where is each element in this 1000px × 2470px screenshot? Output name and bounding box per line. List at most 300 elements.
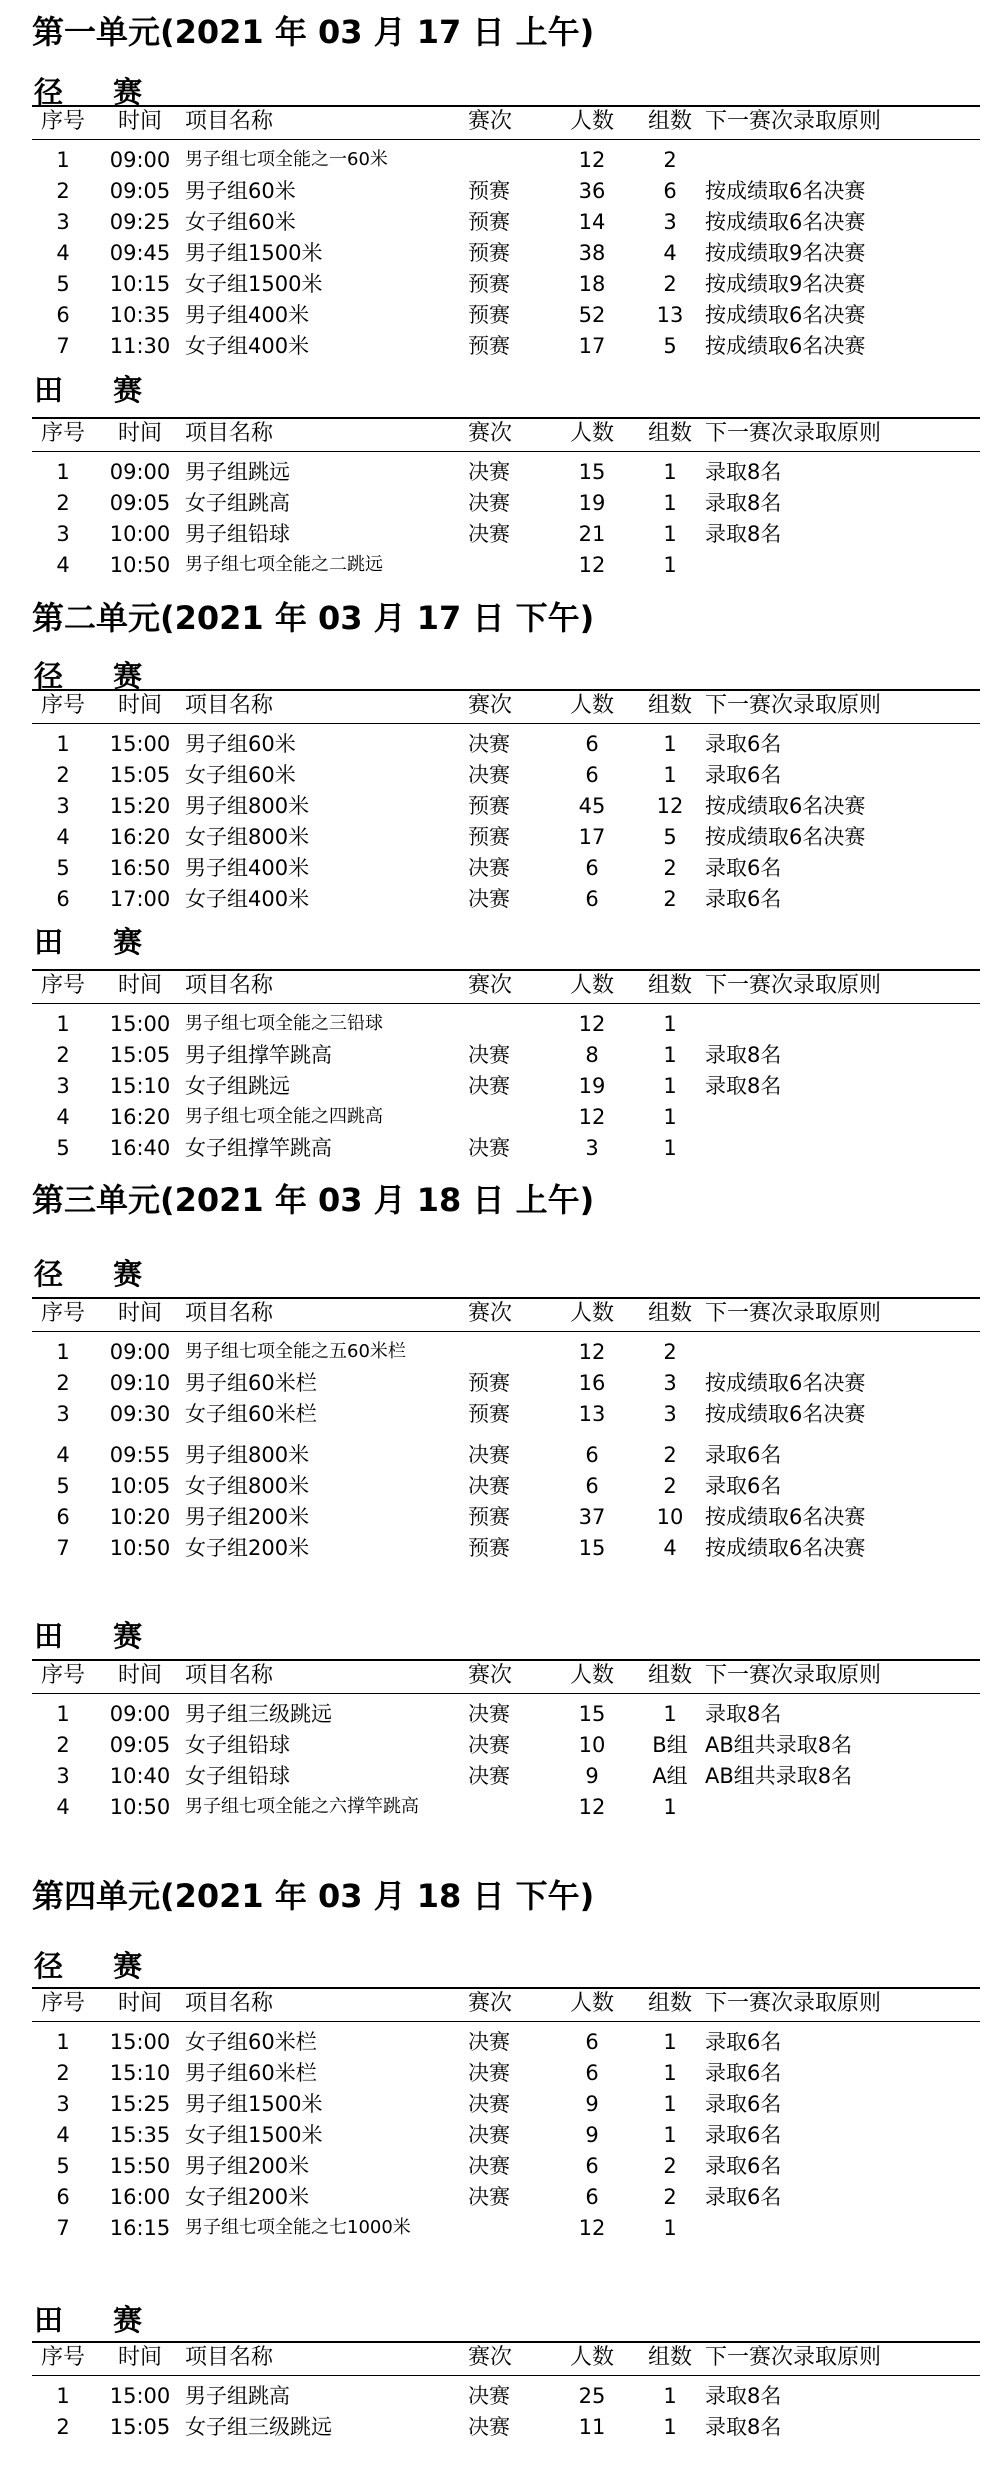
cell-count: 12 — [578, 1795, 606, 1819]
groups-header: 组数 — [647, 2345, 692, 2370]
cell-time: 15:20 — [109, 794, 171, 818]
cell-time: 15:05 — [109, 2415, 171, 2439]
cell-count: 19 — [578, 491, 606, 515]
cell-count: 38 — [578, 241, 606, 265]
item-header: 项目名称 — [185, 693, 274, 718]
cell-rule: 按成绩取6名决赛 — [705, 1371, 866, 1395]
cell-round: 决赛 — [468, 1764, 510, 1788]
cell-groups: 3 — [663, 1371, 677, 1395]
cell-time: 15:00 — [109, 2384, 171, 2408]
cell-count: 6 — [585, 856, 599, 880]
table-top-rule — [32, 969, 980, 971]
cell-seq: 1 — [56, 460, 70, 484]
cell-rule: 录取6名 — [705, 887, 782, 911]
item-header: 项目名称 — [185, 1663, 274, 1688]
cell-item: 男子组400米 — [185, 303, 310, 327]
cell-rule: 录取6名 — [705, 1443, 782, 1467]
cell-item: 女子组1500米 — [185, 2123, 323, 2147]
cell-groups: 1 — [663, 1136, 677, 1160]
item-header: 项目名称 — [185, 973, 274, 998]
cell-seq: 1 — [56, 148, 70, 172]
cell-time: 15:05 — [109, 1043, 171, 1067]
rule-header: 下一赛次录取原则 — [705, 693, 882, 718]
cell-seq: 5 — [56, 1136, 70, 1160]
cell-seq: 2 — [56, 1371, 70, 1395]
section-title: 径 赛 — [34, 75, 163, 109]
cell-round: 决赛 — [468, 1702, 510, 1726]
seq-header: 序号 — [40, 1301, 85, 1326]
cell-time: 16:15 — [109, 2216, 171, 2240]
item-header: 项目名称 — [185, 1301, 274, 1326]
cell-time: 11:30 — [109, 334, 171, 358]
cell-count: 21 — [578, 522, 606, 546]
item-header: 项目名称 — [185, 109, 274, 134]
cell-count: 37 — [578, 1505, 606, 1529]
cell-rule: 录取8名 — [705, 491, 782, 515]
cell-count: 12 — [578, 148, 606, 172]
header-bottom-rule — [32, 2021, 980, 2022]
cell-count: 6 — [585, 763, 599, 787]
cell-item: 男子组400米 — [185, 856, 310, 880]
cell-round: 预赛 — [468, 825, 510, 849]
cell-rule: 录取6名 — [705, 763, 782, 787]
cell-seq: 4 — [56, 553, 70, 577]
cell-seq: 7 — [56, 2216, 70, 2240]
cell-time: 15:10 — [109, 1074, 171, 1098]
groups-header: 组数 — [647, 1663, 692, 1688]
count-header: 人数 — [569, 973, 614, 998]
cell-round: 决赛 — [468, 491, 510, 515]
cell-groups: 1 — [663, 2061, 677, 2085]
round-header: 赛次 — [468, 973, 513, 998]
cell-item: 女子组800米 — [185, 1474, 310, 1498]
cell-round: 决赛 — [468, 1733, 510, 1757]
cell-seq: 4 — [56, 2123, 70, 2147]
table-top-rule — [32, 105, 980, 107]
cell-time: 15:00 — [109, 1012, 171, 1036]
round-header: 赛次 — [468, 109, 513, 134]
cell-count: 6 — [585, 2154, 599, 2178]
cell-round: 预赛 — [468, 1371, 510, 1395]
cell-rule: 按成绩取6名决赛 — [705, 825, 866, 849]
cell-item: 女子组200米 — [185, 2185, 310, 2209]
cell-count: 12 — [578, 2216, 606, 2240]
rule-header: 下一赛次录取原则 — [705, 2345, 882, 2370]
cell-seq: 4 — [56, 1443, 70, 1467]
cell-item: 男子组800米 — [185, 794, 310, 818]
cell-round: 决赛 — [468, 1043, 510, 1067]
cell-count: 16 — [578, 1371, 606, 1395]
cell-item: 男子组60米栏 — [185, 1371, 317, 1395]
time-header: 时间 — [117, 1663, 162, 1688]
count-header: 人数 — [569, 693, 614, 718]
cell-round: 预赛 — [468, 179, 510, 203]
cell-count: 36 — [578, 179, 606, 203]
cell-seq: 5 — [56, 1474, 70, 1498]
cell-time: 10:20 — [109, 1505, 171, 1529]
cell-count: 52 — [578, 303, 606, 327]
cell-seq: 7 — [56, 1536, 70, 1560]
cell-rule: 录取6名 — [705, 2185, 782, 2209]
rule-header: 下一赛次录取原则 — [705, 1663, 882, 1688]
section-title: 田 赛 — [34, 925, 163, 959]
cell-item: 男子组七项全能之七1000米 — [185, 2217, 411, 2238]
cell-count: 3 — [585, 1136, 599, 1160]
time-header: 时间 — [117, 109, 162, 134]
cell-seq: 6 — [56, 303, 70, 327]
cell-groups: 1 — [663, 460, 677, 484]
time-header: 时间 — [117, 421, 162, 446]
seq-header: 序号 — [40, 973, 85, 998]
cell-item: 女子组400米 — [185, 887, 310, 911]
cell-seq: 5 — [56, 272, 70, 296]
cell-groups: 12 — [656, 794, 684, 818]
cell-time: 10:00 — [109, 522, 171, 546]
cell-groups: 2 — [663, 2185, 677, 2209]
cell-count: 25 — [578, 2384, 606, 2408]
cell-time: 15:10 — [109, 2061, 171, 2085]
cell-rule: 录取6名 — [705, 2061, 782, 2085]
seq-header: 序号 — [40, 109, 85, 134]
cell-rule: 按成绩取6名决赛 — [705, 794, 866, 818]
cell-seq: 6 — [56, 2185, 70, 2209]
round-header: 赛次 — [468, 2345, 513, 2370]
cell-groups: 5 — [663, 334, 677, 358]
cell-seq: 2 — [56, 2061, 70, 2085]
cell-seq: 3 — [56, 1402, 70, 1426]
cell-seq: 7 — [56, 334, 70, 358]
cell-groups: 1 — [663, 1012, 677, 1036]
cell-groups: 1 — [663, 491, 677, 515]
cell-groups: 1 — [663, 763, 677, 787]
cell-round: 决赛 — [468, 1443, 510, 1467]
header-bottom-rule — [32, 1331, 980, 1332]
groups-header: 组数 — [647, 109, 692, 134]
cell-count: 15 — [578, 460, 606, 484]
cell-time: 09:05 — [109, 1733, 171, 1757]
cell-groups: 2 — [663, 272, 677, 296]
cell-count: 12 — [578, 553, 606, 577]
cell-groups: 2 — [663, 1443, 677, 1467]
cell-time: 10:15 — [109, 272, 171, 296]
cell-seq: 3 — [56, 794, 70, 818]
cell-item: 女子组撑竿跳高 — [185, 1136, 332, 1160]
unit-title: 第四单元(2021 年 03 月 18 日 下午) — [32, 1877, 595, 1915]
cell-time: 10:35 — [109, 303, 171, 327]
cell-groups: 1 — [663, 553, 677, 577]
cell-groups: 2 — [663, 856, 677, 880]
cell-time: 15:25 — [109, 2092, 171, 2116]
cell-count: 18 — [578, 272, 606, 296]
cell-rule: 录取8名 — [705, 1702, 782, 1726]
seq-header: 序号 — [40, 1663, 85, 1688]
cell-groups: 1 — [663, 732, 677, 756]
cell-time: 16:00 — [109, 2185, 171, 2209]
cell-time: 09:45 — [109, 241, 171, 265]
cell-seq: 2 — [56, 491, 70, 515]
cell-groups: 1 — [663, 2030, 677, 2054]
cell-item: 男子组200米 — [185, 2154, 310, 2178]
cell-count: 6 — [585, 2061, 599, 2085]
cell-item: 男子组七项全能之六撑竿跳高 — [185, 1796, 419, 1817]
cell-seq: 4 — [56, 1105, 70, 1129]
cell-groups: 1 — [663, 1074, 677, 1098]
cell-item: 男子组60米 — [185, 179, 296, 203]
round-header: 赛次 — [468, 1991, 513, 2016]
cell-count: 12 — [578, 1012, 606, 1036]
rule-header: 下一赛次录取原则 — [705, 109, 882, 134]
cell-item: 男子组800米 — [185, 1443, 310, 1467]
cell-seq: 3 — [56, 1074, 70, 1098]
cell-seq: 3 — [56, 522, 70, 546]
groups-header: 组数 — [647, 973, 692, 998]
seq-header: 序号 — [40, 421, 85, 446]
cell-groups: 4 — [663, 241, 677, 265]
rule-header: 下一赛次录取原则 — [705, 1301, 882, 1326]
round-header: 赛次 — [468, 693, 513, 718]
cell-round: 预赛 — [468, 1536, 510, 1560]
cell-item: 男子组1500米 — [185, 241, 323, 265]
cell-groups: 1 — [663, 2092, 677, 2116]
cell-time: 09:55 — [109, 1443, 171, 1467]
header-bottom-rule — [32, 139, 980, 140]
cell-item: 男子组撑竿跳高 — [185, 1043, 332, 1067]
cell-time: 16:20 — [109, 1105, 171, 1129]
cell-groups: 3 — [663, 210, 677, 234]
cell-time: 16:50 — [109, 856, 171, 880]
cell-round: 预赛 — [468, 241, 510, 265]
cell-round: 预赛 — [468, 1505, 510, 1529]
cell-round: 预赛 — [468, 303, 510, 327]
cell-seq: 4 — [56, 1795, 70, 1819]
cell-groups: 2 — [663, 1340, 677, 1364]
cell-rule: AB组共录取8名 — [705, 1764, 853, 1788]
cell-item: 男子组三级跳远 — [185, 1702, 332, 1726]
cell-rule: 录取6名 — [705, 856, 782, 880]
cell-rule: 录取6名 — [705, 2092, 782, 2116]
cell-item: 女子组跳高 — [185, 491, 290, 515]
unit-title: 第一单元(2021 年 03 月 17 日 上午) — [32, 13, 595, 51]
cell-seq: 3 — [56, 2092, 70, 2116]
cell-time: 09:00 — [109, 148, 171, 172]
cell-rule: 按成绩取6名决赛 — [705, 1536, 866, 1560]
cell-rule: 录取8名 — [705, 1074, 782, 1098]
section-title: 田 赛 — [34, 373, 163, 407]
cell-item: 男子组七项全能之二跳远 — [185, 554, 383, 575]
item-header: 项目名称 — [185, 1991, 274, 2016]
table-top-rule — [32, 1297, 980, 1299]
cell-item: 女子组800米 — [185, 825, 310, 849]
cell-count: 9 — [585, 2092, 599, 2116]
cell-count: 14 — [578, 210, 606, 234]
time-header: 时间 — [117, 973, 162, 998]
cell-count: 6 — [585, 887, 599, 911]
count-header: 人数 — [569, 421, 614, 446]
table-top-rule — [32, 1987, 980, 1989]
cell-item: 男子组七项全能之三铅球 — [185, 1013, 383, 1034]
cell-time: 09:10 — [109, 1371, 171, 1395]
cell-time: 15:05 — [109, 763, 171, 787]
cell-count: 12 — [578, 1105, 606, 1129]
unit-title: 第二单元(2021 年 03 月 17 日 下午) — [32, 599, 595, 637]
section-title: 田 赛 — [34, 1619, 163, 1653]
cell-round: 决赛 — [468, 1474, 510, 1498]
cell-rule: 按成绩取6名决赛 — [705, 1505, 866, 1529]
section-title: 径 赛 — [34, 1949, 163, 1983]
table-top-rule — [32, 2341, 980, 2343]
cell-round: 决赛 — [468, 1074, 510, 1098]
cell-time: 09:05 — [109, 491, 171, 515]
cell-round: 决赛 — [468, 2123, 510, 2147]
round-header: 赛次 — [468, 421, 513, 446]
cell-groups: 1 — [663, 2384, 677, 2408]
cell-groups: 4 — [663, 1536, 677, 1560]
cell-item: 女子组铅球 — [185, 1733, 290, 1757]
cell-count: 8 — [585, 1043, 599, 1067]
cell-count: 9 — [585, 2123, 599, 2147]
cell-round: 决赛 — [468, 460, 510, 484]
cell-time: 10:50 — [109, 553, 171, 577]
cell-item: 女子组1500米 — [185, 272, 323, 296]
item-header: 项目名称 — [185, 421, 274, 446]
unit-title: 第三单元(2021 年 03 月 18 日 上午) — [32, 1181, 595, 1219]
cell-item: 男子组60米栏 — [185, 2061, 317, 2085]
cell-item: 女子组三级跳远 — [185, 2415, 332, 2439]
cell-item: 女子组60米 — [185, 763, 296, 787]
cell-round: 决赛 — [468, 2384, 510, 2408]
cell-rule: 录取6名 — [705, 2030, 782, 2054]
cell-groups: 1 — [663, 2216, 677, 2240]
cell-count: 12 — [578, 1340, 606, 1364]
cell-seq: 2 — [56, 2415, 70, 2439]
cell-rule: 按成绩取9名决赛 — [705, 272, 866, 296]
cell-item: 女子组60米栏 — [185, 2030, 317, 2054]
cell-groups: 13 — [656, 303, 684, 327]
cell-seq: 1 — [56, 1340, 70, 1364]
cell-count: 13 — [578, 1402, 606, 1426]
cell-groups: 1 — [663, 1043, 677, 1067]
cell-round: 决赛 — [468, 856, 510, 880]
cell-seq: 1 — [56, 1012, 70, 1036]
cell-rule: 按成绩取9名决赛 — [705, 241, 866, 265]
cell-round: 决赛 — [468, 887, 510, 911]
cell-count: 10 — [578, 1733, 606, 1757]
cell-round: 决赛 — [468, 522, 510, 546]
time-header: 时间 — [117, 693, 162, 718]
rule-header: 下一赛次录取原则 — [705, 1991, 882, 2016]
groups-header: 组数 — [647, 693, 692, 718]
cell-groups: 1 — [663, 1105, 677, 1129]
cell-item: 女子组60米栏 — [185, 1402, 317, 1426]
cell-item: 男子组七项全能之四跳高 — [185, 1106, 383, 1127]
cell-item: 男子组跳高 — [185, 2384, 290, 2408]
cell-groups: 1 — [663, 2415, 677, 2439]
cell-seq: 2 — [56, 1043, 70, 1067]
time-header: 时间 — [117, 1991, 162, 2016]
cell-count: 6 — [585, 1443, 599, 1467]
cell-seq: 3 — [56, 210, 70, 234]
cell-rule: 录取8名 — [705, 2384, 782, 2408]
header-bottom-rule — [32, 723, 980, 724]
header-bottom-rule — [32, 1003, 980, 1004]
cell-rule: 按成绩取6名决赛 — [705, 1402, 866, 1426]
cell-item: 男子组七项全能之一60米 — [185, 149, 388, 170]
section-title: 径 赛 — [34, 1257, 163, 1291]
time-header: 时间 — [117, 2345, 162, 2370]
cell-round: 预赛 — [468, 210, 510, 234]
cell-groups: 2 — [663, 887, 677, 911]
cell-rule: 录取6名 — [705, 1474, 782, 1498]
cell-seq: 3 — [56, 1764, 70, 1788]
cell-time: 15:50 — [109, 2154, 171, 2178]
groups-header: 组数 — [647, 1301, 692, 1326]
cell-item: 女子组200米 — [185, 1536, 310, 1560]
cell-time: 16:20 — [109, 825, 171, 849]
cell-item: 男子组200米 — [185, 1505, 310, 1529]
cell-item: 女子组跳远 — [185, 1074, 290, 1098]
cell-groups: A组 — [652, 1764, 688, 1788]
cell-count: 9 — [585, 1764, 599, 1788]
cell-item: 女子组60米 — [185, 210, 296, 234]
cell-time: 10:50 — [109, 1536, 171, 1560]
cell-groups: 2 — [663, 148, 677, 172]
cell-item: 女子组400米 — [185, 334, 310, 358]
cell-groups: B组 — [652, 1733, 688, 1757]
table-top-rule — [32, 689, 980, 691]
cell-time: 10:05 — [109, 1474, 171, 1498]
cell-count: 17 — [578, 825, 606, 849]
cell-count: 6 — [585, 732, 599, 756]
cell-seq: 2 — [56, 1733, 70, 1757]
cell-round: 预赛 — [468, 794, 510, 818]
seq-header: 序号 — [40, 693, 85, 718]
cell-rule: 按成绩取6名决赛 — [705, 303, 866, 327]
cell-seq: 1 — [56, 2030, 70, 2054]
cell-groups: 1 — [663, 522, 677, 546]
cell-rule: 录取8名 — [705, 2415, 782, 2439]
cell-seq: 6 — [56, 1505, 70, 1529]
cell-seq: 2 — [56, 763, 70, 787]
cell-round: 决赛 — [468, 2061, 510, 2085]
cell-time: 17:00 — [109, 887, 171, 911]
cell-count: 45 — [578, 794, 606, 818]
cell-time: 15:00 — [109, 2030, 171, 2054]
cell-groups: 1 — [663, 1795, 677, 1819]
cell-count: 6 — [585, 2185, 599, 2209]
cell-count: 6 — [585, 2030, 599, 2054]
seq-header: 序号 — [40, 2345, 85, 2370]
cell-rule: 录取8名 — [705, 522, 782, 546]
cell-time: 10:40 — [109, 1764, 171, 1788]
cell-seq: 5 — [56, 2154, 70, 2178]
cell-rule: 录取6名 — [705, 2154, 782, 2178]
cell-count: 19 — [578, 1074, 606, 1098]
count-header: 人数 — [569, 1991, 614, 2016]
cell-round: 决赛 — [468, 763, 510, 787]
rule-header: 下一赛次录取原则 — [705, 973, 882, 998]
cell-time: 16:40 — [109, 1136, 171, 1160]
cell-seq: 1 — [56, 1702, 70, 1726]
round-header: 赛次 — [468, 1301, 513, 1326]
cell-groups: 1 — [663, 1702, 677, 1726]
cell-rule: 按成绩取6名决赛 — [705, 334, 866, 358]
cell-seq: 1 — [56, 732, 70, 756]
count-header: 人数 — [569, 1301, 614, 1326]
cell-round: 决赛 — [468, 2030, 510, 2054]
cell-round: 决赛 — [468, 2154, 510, 2178]
cell-round: 决赛 — [468, 2185, 510, 2209]
cell-seq: 1 — [56, 2384, 70, 2408]
